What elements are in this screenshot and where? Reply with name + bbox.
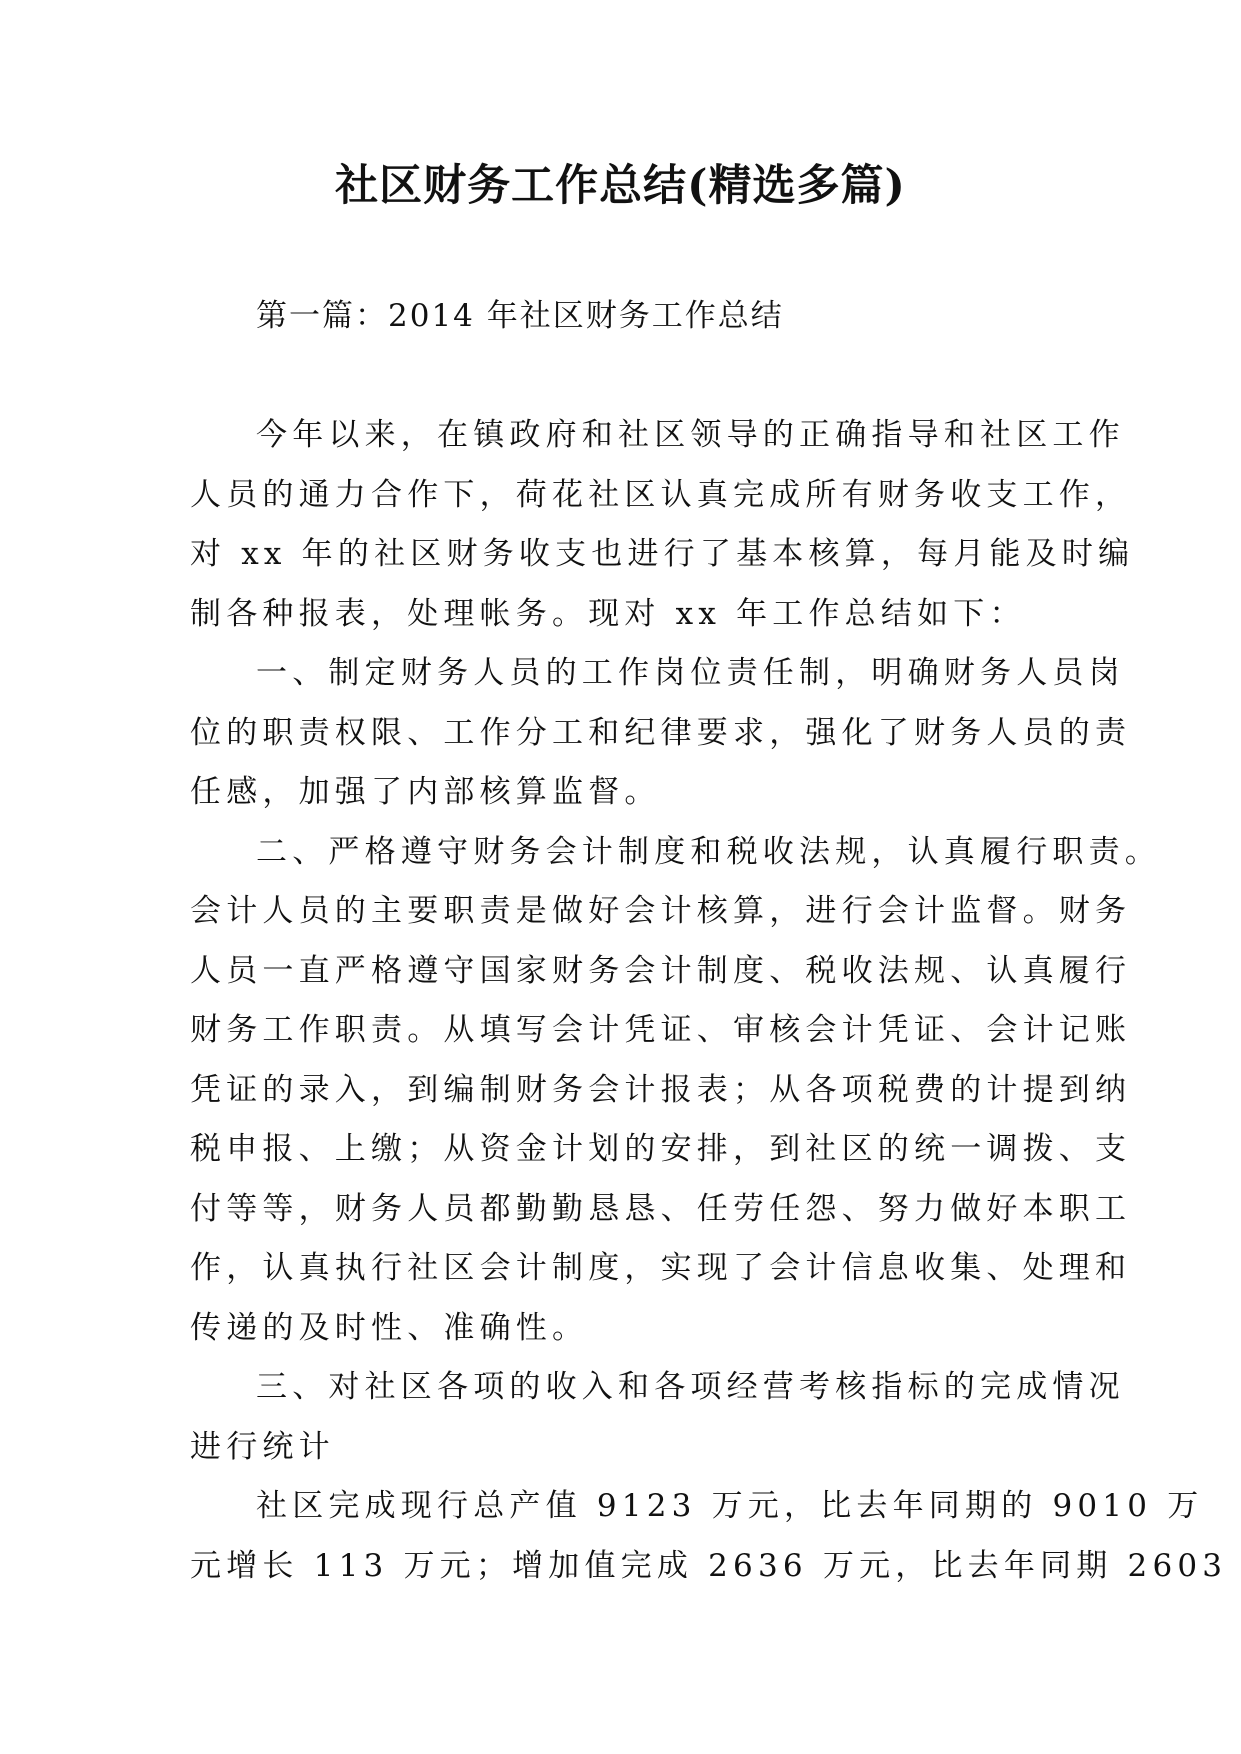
paragraph-line: 税申报、上缴；从资金计划的安排，到社区的统一调拨、支 (190, 1131, 1132, 1167)
paragraph-line: 付等等，财务人员都勤勤恳恳、任劳任怨、努力做好本职工 (190, 1190, 1132, 1227)
paragraph-line: 二、严格遵守财务会计制度和税收法规，认真履行职责。 (256, 833, 1161, 870)
document-title: 社区财务工作总结(精选多篇) (335, 161, 906, 211)
paragraph-line: 人员的通力合作下，荷花社区认真完成所有财务收支工作， (190, 476, 1132, 513)
paragraph-line: 进行统计 (190, 1428, 335, 1465)
paragraph-line: 制各种报表，处理帐务。现对 xx 年工作总结如下： (190, 595, 1026, 632)
paragraph-line: 任感，加强了内部核算监督。 (190, 774, 661, 810)
paragraph-line: 三、对社区各项的收入和各项经营考核指标的完成情况 (256, 1369, 1125, 1405)
paragraph-line: 传递的及时性、准确性。 (190, 1309, 589, 1346)
paragraph-line: 对 xx 年的社区财务收支也进行了基本核算，每月能及时编 (190, 536, 1135, 572)
paragraph-line: 元增长 113 万元；增加值完成 2636 万元，比去年同期 2603 (190, 1547, 1228, 1584)
paragraph-line: 社区完成现行总产值 9123 万元，比去年同期的 9010 万 (256, 1488, 1204, 1524)
section-heading: 第一篇：2014 年社区财务工作总结 (256, 298, 784, 334)
paragraph-line: 今年以来，在镇政府和社区领导的正确指导和社区工作 (256, 417, 1125, 453)
paragraph-line: 会计人员的主要职责是做好会计核算，进行会计监督。财务 (190, 893, 1132, 929)
paragraph-line: 财务工作职责。从填写会计凭证、审核会计凭证、会计记账 (190, 1012, 1132, 1048)
paragraph-line: 人员一直严格遵守国家财务会计制度、税收法规、认真履行 (190, 952, 1132, 989)
paragraph-line: 一、制定财务人员的工作岗位责任制，明确财务人员岗 (256, 655, 1125, 691)
paragraph-line: 作，认真执行社区会计制度，实现了会计信息收集、处理和 (190, 1250, 1132, 1286)
paragraph-line: 凭证的录入，到编制财务会计报表；从各项税费的计提到纳 (190, 1071, 1132, 1108)
document-body (190, 406, 1228, 1596)
paragraph-line: 位的职责权限、工作分工和纪律要求，强化了财务人员的责 (190, 714, 1132, 751)
